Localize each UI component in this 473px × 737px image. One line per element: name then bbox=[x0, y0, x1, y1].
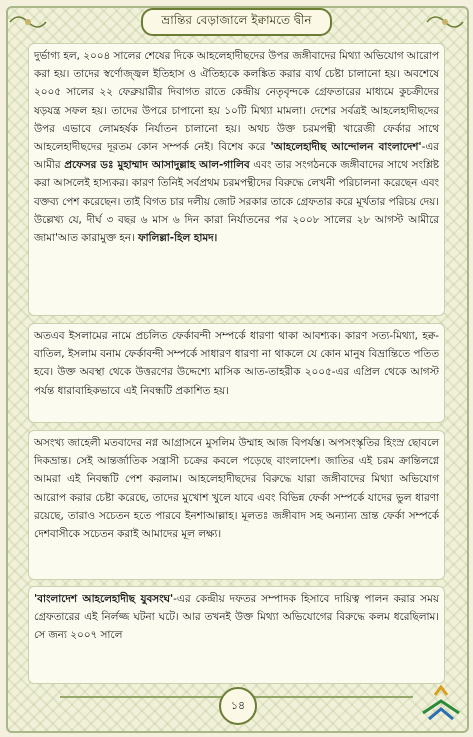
paragraph-text: -এর কেন্দ্রীয় দফতর সম্পাদক হিসাবে দায়িত্ব পালন করার সময় গ্রেফতারের এই নির্লজ্জ ঘটনা ঘটে। আর তখনই উক্ত মিথ্যা অভিযোগের বিরুদ্ধে কলম ধরেছিলাম। সে জন্য ২০০৭ সালে bbox=[34, 593, 440, 642]
floral-ornament-icon bbox=[425, 12, 465, 32]
text-panel-3 bbox=[28, 430, 445, 580]
publisher-logo-icon bbox=[419, 683, 463, 723]
paragraph-3: অসংখ্য জাহেলী মতবাদের নগ্ন আগ্রাসনে মুসলিম উম্মাহ আজ বিপর্যস্ত। অপসংস্কৃতির হিংস্র ছোবলে দিকভ্রান্ত। সেই আন্তর্জাতিক সন্ত্রাসী চক্রের কবলে পড়েছে বাংলাদেশ। জাতির এই চরম ক্রান্তিলগ্নে আমরা এই নিবন্ধটি পেশ করলাম। আহলেহাদীছদের বিরুদ্ধে যারা জঙ্গীবাদের মিথ্যা অভিযোগ আরোপ করার চেষ্টা করেছে, তাদের মুখোশ খুলে যাবে এবং বিভিন্ন ফের্কা সম্পর্কে যাদের ভুল ধারণা রয়েছে, তারাও সচেতন হতে পারবে ইনশাআল্লাহ। মূলতঃ জঙ্গীবাদ সহ অন্যান্য ভ্রান্ত ফের্কা সম্পর্কে দেশবাসীকে সচেতন করাই আমাদের মূল লক্ষ্য। bbox=[34, 437, 439, 541]
emphasis-text: প্রফেসর ডঃ মুহাম্মাদ আসাদুল্লাহ আল-গালিব bbox=[64, 159, 250, 172]
paragraph-4 bbox=[34, 590, 439, 645]
paragraph-text: দুর্ভাগ্য হল, ২০০৪ সালের শেষের দিকে আহলেহাদীছদের উপর জঙ্গীবাদের মিথ্যা অভিযোগ আরোপ করা হয়। তাদের স্বর্ণোজ্জ্বল ইতিহাস ও ঐতিহ্যকে কলঙ্কিত করার ব্যর্থ চেষ্টা চালানো হয়। অবশেষে ২০০৫ সালের ২২ ফেব্রুয়ারীর দিবাগত রাতে কেন্দ্রীয় নেতৃবৃন্দকে গ্রেফতারের মাধ্যমে কুচক্রীদের ষড়যন্ত্র সফল হয়। তাদের উপরে চাপানো হয় ১০টি মিথ্যা মামলা। দেশের সর্বত্রই আহলেহাদীছদের উপর এভাবে লোমহর্ষক নির্যাতন চালানো হয়। অথচ উক্ত চরমপন্থী খারেজী ফের্কার সাথে আহলেহাদীছদের দূরতম কোন সম্পর্ক নেই। বিশেষ করে bbox=[34, 50, 439, 154]
paragraph-1 bbox=[34, 47, 439, 247]
paragraph-text: -এর আমীর bbox=[34, 141, 439, 172]
emphasis-text: 'বাংলাদেশ আহলেহাদীছ যুবসংঘ' bbox=[34, 593, 174, 605]
page-number: ১৪ bbox=[219, 687, 257, 725]
text-panel-4 bbox=[28, 586, 445, 684]
floral-ornament-icon bbox=[8, 12, 48, 32]
text-panel-1 bbox=[28, 43, 445, 316]
page-header bbox=[50, 8, 423, 36]
page-title: ভ্রান্তির বেড়াজালে ইক্বামতে দ্বীন bbox=[141, 8, 331, 36]
emphasis-text: 'আহলেহাদীছ আন্দোলন বাংলাদেশ' bbox=[270, 141, 422, 154]
emphasis-text: ফালিল্লা-হিল হামদ। bbox=[138, 232, 218, 245]
paragraph-text: এবং তার সংগঠনকে জঙ্গীবাদের সাথে সংশ্লিষ্ট করা আসলেই হাস্যকর। কারণ তিনিই সর্বপ্রথম চরমপন্থীদের বিরুদ্ধে লেখনী পরিচালনা করেছেন এবং বক্তব্য পেশ করেছেন। তাই বিগত চার দলীয় জোট সরকার তাকে গ্রেফতার করে মূর্খতার পরিচয় দেয়। উল্লেখ্য যে, দীর্ঘ ৩ বছর ৬ মাস ৬ দিন কারা নির্যাতনের পর ২০০৮ সালের ২৮ আগস্ট আমীরে জামা'আত কারামুক্ত হন। bbox=[34, 159, 439, 245]
paragraph-2: অতএব ইসলামের নামে প্রচলিত ফের্কাবন্দী সম্পর্কে ধারণা থাকা আবশ্যক। কারণ সত্য-মিথ্যা, হক্ব-বাতিল, ইসলাম বনাম ফের্কাবন্দী সম্পর্কে সাধারণ ধারণা না থাকলে যে কোন মানুষ বিভ্রান্তিতে পতিত হবে। উক্ত অবস্থা থেকে উত্তরণের উদ্দেশ্যে মাসিক আত-তাহরীক ২০০৫-এর এপ্রিল থেকে আগস্ট পর্যন্ত ধারাবাহিকভাবে এই নিবন্ধটি প্রকাশিত হয়। bbox=[34, 330, 439, 397]
text-panel-2 bbox=[28, 323, 445, 423]
